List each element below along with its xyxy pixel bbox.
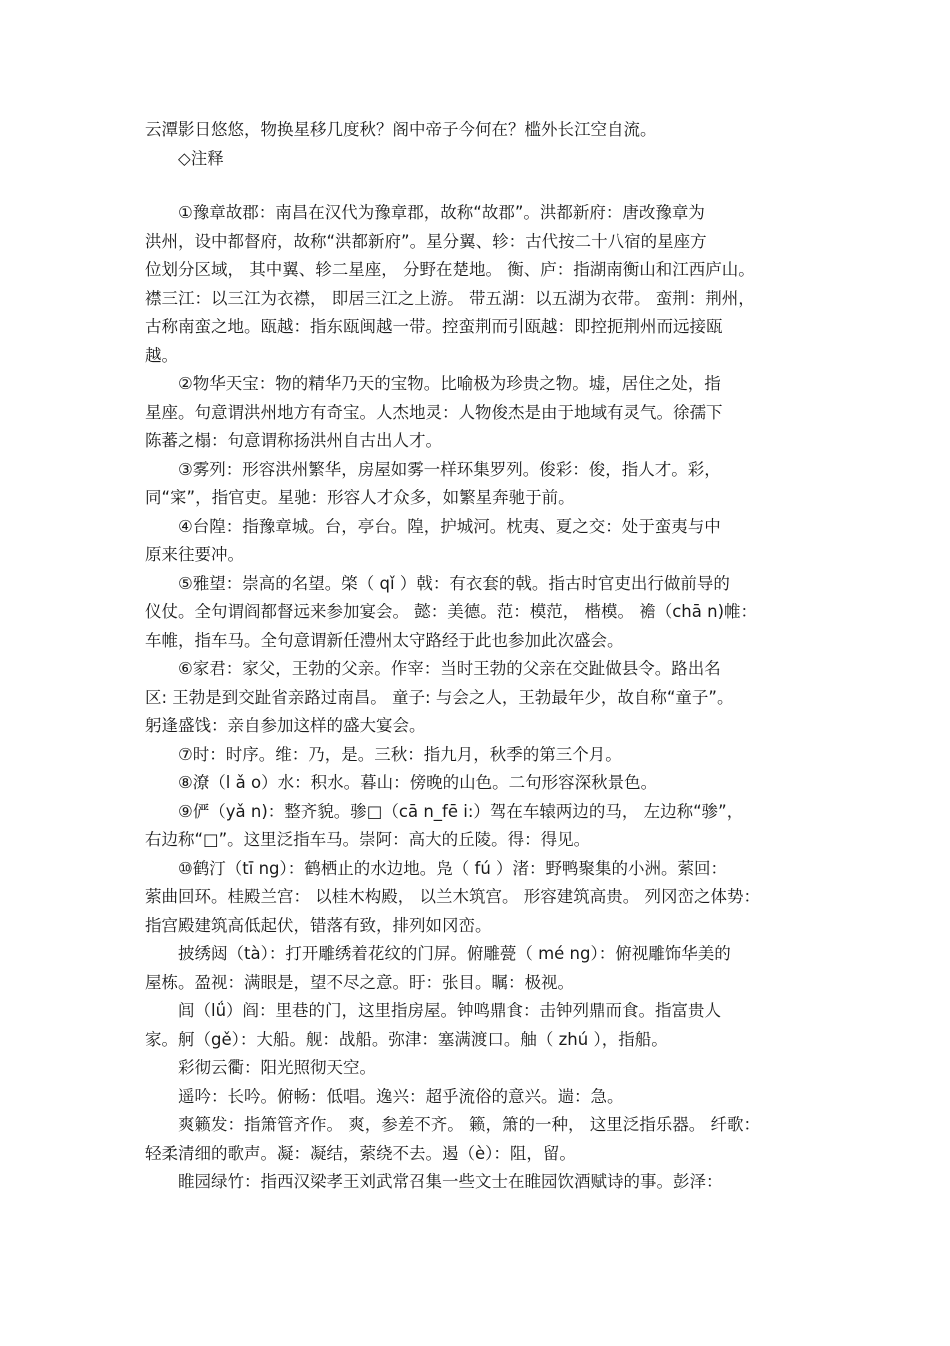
note-line: 轻柔清细的歌声。凝：凝结，萦绕不去。遏（è）：阻，留。 [145,1143,576,1163]
note-line: ③雾列：形容洪州繁华，房屋如雾一样环集罗列。俊彩：俊，指人才。彩， [178,459,721,479]
note-line: 右边称“□”。这里泛指车马。崇阿：高大的丘陵。得：得见。 [145,830,591,849]
note-line: 萦曲回环。桂殿兰宫： 以桂木构殿， 以兰木筑宫。 形容建筑高贵。 列冈峦之体势： [145,887,760,906]
note-line: 襟三江：以三江为衣襟， 即居三江之上游。 带五湖：以五湖为衣带。 蛮荆：荆州， [145,288,755,308]
note-line: 区: 王勃是到交趾省亲路过南昌。 童子: 与会之人，王勃最年少，故自称“童子”。 [145,687,734,707]
note-line: ⑧潦（l ǎ o）水：积水。暮山：傍晚的山色。二句形容深秋景色。 [178,773,658,792]
note-line: 车帷，指车马。全句意谓新任澧州太守路经于此也参加此次盛会。 [145,630,624,650]
note-line: ②物华天宝：物的精华乃天的宝物。比喻极为珍贵之物。墟，居住之处，指 [178,374,721,393]
section-heading-notes: ◇注释 [178,148,224,168]
note-line: ⑦时：时序。维：乃，是。三秋：指九月，秋季的第三个月。 [178,744,622,764]
note-line: 屋栋。盈视：满眼是，望不尽之意。盱：张目。瞩：极视。 [145,972,574,992]
note-line: 睢园绿竹：指西汉梁孝王刘武常召集一些文士在睢园饮酒赋诗的事。彭泽： [178,1172,723,1191]
note-line: 位划分区域， 其中翼、轸二星座， 分野在楚地。 衡、庐：指湖南衡山和江西庐山。 [145,260,755,279]
note-line: 爽籁发：指箫管齐作。 爽，参差不齐。 籁，箫的一种， 这里泛指乐器。 纤歌： [178,1115,760,1134]
note-line: 躬逢盛饯：亲自参加这样的盛大宴会。 [145,716,426,735]
poem-line: 云潭影日悠悠，物换星移几度秋？阁中帝子今何在？槛外长江空自流。 [145,120,657,139]
note-line: ⑤雅望：崇高的名望。棨（ qǐ ）戟：有衣套的戟。指古时官吏出行做前导的 [178,573,730,593]
note-line: 洪州，设中都督府，故称“洪都新府”。星分翼、轸：古代按二十八宿的星座方 [145,231,707,251]
note-line: 指宫殿建筑高低起伏，错落有致，排列如冈峦。 [145,915,492,935]
note-line: 越。 [145,345,178,365]
note-line: 原来往要冲。 [145,545,244,564]
note-line: ⑩鹤汀（tī ng）：鹤栖止的水边地。凫（ fú ）渚：野鸭聚集的小洲。萦回： [178,858,728,878]
note-line: 星座。句意谓洪州地方有奇宝。人杰地灵：人物俊杰是由于地域有灵气。徐孺下 [145,402,723,422]
note-line: ⑥家君：家父，王勃的父亲。作宰：当时王勃的父亲在交趾做县令。路出名 [178,659,721,678]
note-line: ⑨俨（yǎ n)：整齐貌。骖□（cā n_fē i:）驾在车辕两边的马， 左边称“骖”， [178,801,744,821]
note-line: ④台隍：指豫章城。台，亭台。隍，护城河。枕夷、夏之交：处于蛮夷与中 [178,516,721,536]
note-line: 彩彻云衢：阳光照彻天空。 [178,1058,376,1077]
annotation-text-body [145,116,825,1197]
note-line: 闾（lǘ）阎：里巷的门，这里指房屋。钟鸣鼎食：击钟列鼎而食。指富贵人 [178,1001,722,1020]
note-line: 遥吟：长吟。俯畅：低唱。逸兴：超乎流俗的意兴。遄：急。 [178,1086,624,1106]
note-line: 披绣闼（tà）：打开雕绣着花纹的门屏。俯雕甍（ mé ng）：俯视雕饰华美的 [178,944,731,963]
note-line: 家。舸（gě）：大船。舰：战船。弥津：塞满渡口。舳（ zhú ），指船。 [145,1029,668,1049]
note-line: 同“寀”，指官吏。星驰：形容人才众多，如繁星奔驰于前。 [145,488,575,507]
note-line: ①豫章故郡：南昌在汉代为豫章郡，故称“故郡”。洪都新府：唐改豫章为 [178,203,705,222]
note-line: 仪仗。全句谓阎都督远来参加宴会。 懿：美德。范：模范， 楷模。 襜（chā n)帷： [145,602,758,621]
note-line: 古称南蛮之地。瓯越：指东瓯闽越一带。控蛮荆而引瓯越：即控扼荆州而远接瓯 [145,317,723,336]
note-line: 陈蕃之榻：句意谓称扬洪州自古出人才。 [145,431,442,450]
